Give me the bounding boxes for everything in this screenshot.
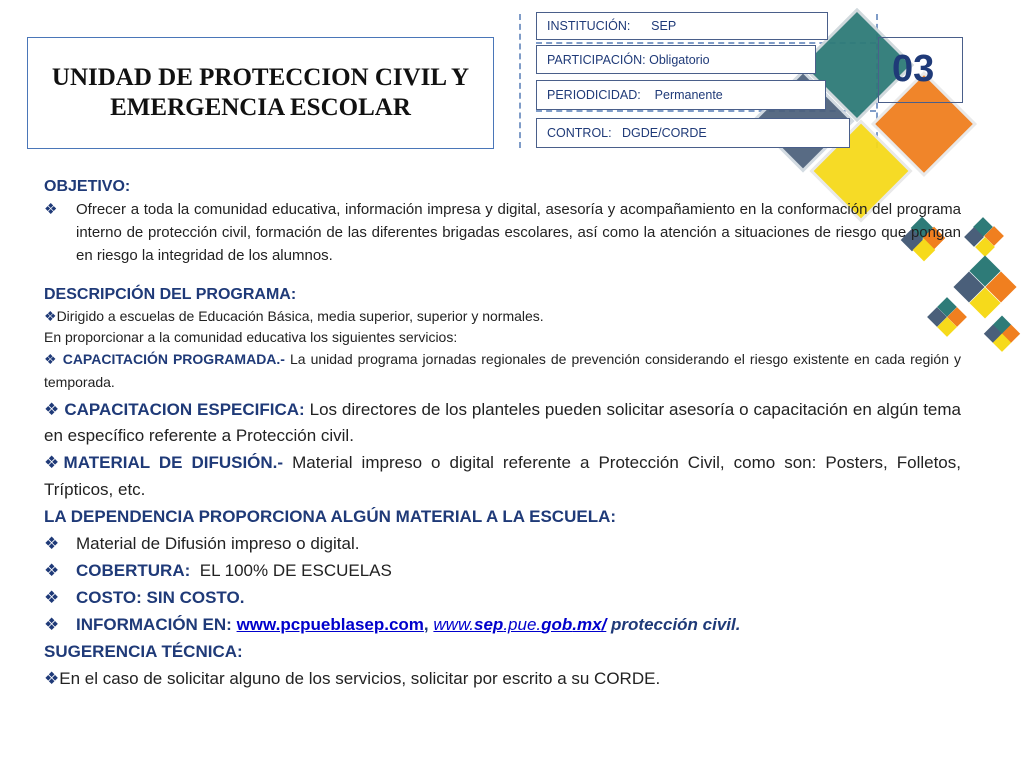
diamond-bullet-icon: ❖: [44, 453, 64, 472]
cobertura-label: COBERTURA:: [76, 561, 191, 580]
diamond-bullet-icon: ❖: [44, 588, 60, 607]
participation-field: PARTICIPACIÓN: Obligatorio: [536, 45, 816, 74]
diamond-bullet-icon: ❖: [44, 308, 57, 324]
descripcion-item: [44, 306, 961, 327]
objetivo-item: [44, 198, 961, 267]
list-item: ❖ INFORMACIÓN EN: www.pcpueblasep.com, www.sep.pue.gob.mx/ protección civil.: [44, 611, 961, 638]
capacitacion-especifica-text: Los directores de los planteles pueden solicitar asesoría o capacitación en algún tema en específico referente a Protección civil.: [44, 400, 961, 445]
dependencia-list: [44, 530, 961, 638]
periodicity-field: PERIODICIDAD: Permanente: [536, 80, 826, 110]
descripcion-heading: DESCRIPCIÓN DEL PROGRAMA:: [44, 286, 297, 303]
capacitacion-especifica-label: CAPACITACION ESPECIFICA:: [64, 400, 305, 419]
diamond-bullet-icon: ❖: [44, 534, 60, 553]
sugerencia-item: [44, 665, 961, 692]
objetivo-heading: OBJETIVO:: [44, 178, 131, 195]
sugerencia-heading: SUGERENCIA TÉCNICA:: [44, 642, 243, 661]
list-item: [44, 584, 961, 611]
sep-gob-link[interactable]: www.sep.pue.gob.mx/: [433, 615, 607, 634]
objetivo-text: Ofrecer a toda la comunidad educativa, información impresa y digital, asesoría y acompañamiento en la conformación del programa interno de protección civil, formación de las diferentes brigadas escolares, así como la atención a situaciones de riesgo que pongan en riesgo la integridad de los alumnos.: [76, 201, 961, 264]
sugerencia-text: En el caso de solicitar alguno de los servicios, solicitar por escrito a su CORDE.: [59, 669, 661, 688]
material-difusion-item: [44, 449, 961, 503]
institution-field: INSTITUCIÓN: SEP: [536, 12, 828, 40]
dependencia-heading: LA DEPENDENCIA PROPORCIONA ALGÚN MATERIAL A LA ESCUELA:: [44, 507, 617, 526]
diamond-bullet-icon: ❖: [44, 615, 60, 634]
dashed-divider: [519, 14, 521, 148]
material-difusion-label: MATERIAL DE DIFUSIÓN.-: [63, 453, 284, 472]
capacitacion-especifica-item: [44, 397, 961, 449]
descripcion-item-text: Dirigido a escuelas de Educación Básica, media superior, superior y normales.: [56, 308, 544, 324]
diamond-bullet-icon: ❖: [44, 669, 60, 688]
title-box: [27, 37, 494, 149]
main-content: [44, 176, 961, 692]
list-item: [44, 557, 961, 584]
capacitacion-programada-label: CAPACITACIÓN PROGRAMADA.-: [62, 351, 285, 367]
pcpueblasep-link[interactable]: www.pcpueblasep.com: [236, 615, 424, 634]
list-item: [44, 530, 961, 557]
material-difusion-text: Material impreso o digital referente a Protección Civil, como son: Posters, Folletos, Trípticos, etc.: [44, 453, 961, 499]
page-title: UNIDAD DE PROTECCION CIVIL Y EMERGENCIA ESCOLAR: [51, 64, 470, 121]
cobertura-value: EL 100% DE ESCUELAS: [190, 561, 392, 580]
material-item-text: Material de Difusión impreso o digital.: [76, 534, 360, 553]
diamond-bullet-icon: ❖: [44, 561, 60, 580]
info-label: INFORMACIÓN EN:: [76, 615, 232, 634]
capacitacion-programada-item: [44, 348, 961, 394]
info-tail: protección civil.: [606, 615, 741, 634]
diamond-bullet-icon: ❖: [44, 351, 58, 367]
diamond-bullet-icon: ❖: [44, 400, 60, 419]
control-field: CONTROL: DGDE/CORDE: [536, 118, 850, 148]
costo-text: COSTO: SIN COSTO.: [76, 588, 245, 607]
page-number: 03: [892, 48, 935, 90]
capacitacion-programada-text: La unidad programa jornadas regionales de prevención considerando el riesgo existente en cada región y temporada.: [44, 351, 962, 390]
diamond-bullet-icon: ❖: [44, 201, 58, 218]
descripcion-intro: En proporcionar a la comunidad educativa los siguientes servicios:: [44, 329, 458, 345]
